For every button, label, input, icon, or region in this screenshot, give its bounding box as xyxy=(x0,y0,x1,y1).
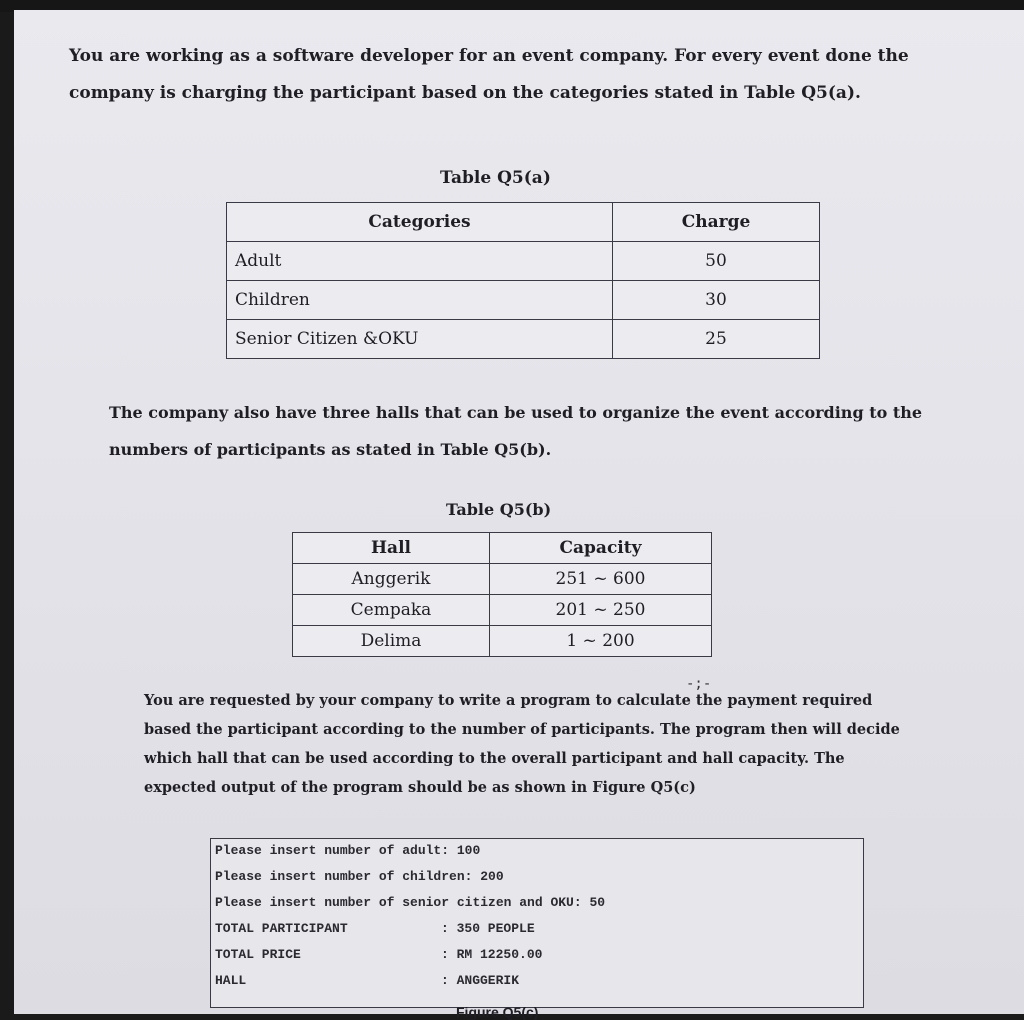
intro-table-ref: Table Q5(a) xyxy=(744,83,855,103)
table-a-caption: Table Q5(a) xyxy=(440,168,551,188)
task-paragraph xyxy=(144,686,904,802)
halls-table xyxy=(292,532,712,657)
hall-cell: Anggerik xyxy=(293,564,490,595)
prompt-adult: Please insert number of adult: xyxy=(215,843,457,858)
total-price-label: TOTAL PRICE xyxy=(215,947,301,962)
console-line-senior xyxy=(215,891,605,915)
table-row xyxy=(293,595,712,626)
text-cursor-icon: -;- xyxy=(686,676,712,692)
capacity-cell: 201 ~ 250 xyxy=(490,595,712,626)
prompt-children: Please insert number of children: xyxy=(215,869,481,884)
charge-cell: 30 xyxy=(613,281,820,320)
category-cell: Children xyxy=(227,281,613,320)
table-header-row xyxy=(227,203,820,242)
intro-text-end: . xyxy=(854,83,861,103)
header-categories: Categories xyxy=(227,203,613,242)
prompt-senior: Please insert number of senior citizen and OKU: xyxy=(215,895,590,910)
task-figure-ref: Figure Q5(c) xyxy=(592,779,696,796)
figure-caption: Figure Q5(c) xyxy=(456,1004,539,1020)
console-line-adult xyxy=(215,839,480,863)
intro-paragraph xyxy=(69,38,969,112)
hall-cell: Cempaka xyxy=(293,595,490,626)
document-page xyxy=(14,10,1024,1020)
table-row xyxy=(227,281,820,320)
capacity-cell: 1 ~ 200 xyxy=(490,626,712,657)
hall-label: HALL xyxy=(215,973,247,988)
table-row xyxy=(293,626,712,657)
categories-table xyxy=(226,202,820,359)
halls-text: The company also have three halls that can be used to organize the event according to the numbers of participants as stated in xyxy=(109,403,923,459)
table-row xyxy=(227,320,820,359)
category-cell: Senior Citizen &OKU xyxy=(227,320,613,359)
header-capacity: Capacity xyxy=(490,533,712,564)
value-adult: 100 xyxy=(456,843,481,858)
header-charge: Charge xyxy=(613,203,820,242)
total-participant-label: TOTAL PARTICIPANT xyxy=(215,921,348,936)
charge-cell: 25 xyxy=(613,320,820,359)
console-line-total-participant xyxy=(215,917,535,941)
table-b-caption: Table Q5(b) xyxy=(446,500,552,519)
value-children: 200 xyxy=(480,869,504,884)
table-header-row xyxy=(293,533,712,564)
capacity-cell: 251 ~ 600 xyxy=(490,564,712,595)
charge-cell: 50 xyxy=(613,242,820,281)
hall-value: : ANGGERIK xyxy=(441,973,520,988)
total-price-value: : RM 12250.00 xyxy=(441,947,543,962)
console-line-children xyxy=(215,865,504,889)
console-line-total-price xyxy=(215,943,542,967)
category-cell: Adult xyxy=(227,242,613,281)
value-senior: 50 xyxy=(589,895,606,910)
table-row xyxy=(293,564,712,595)
table-row xyxy=(227,242,820,281)
halls-table-ref: Table Q5(b) xyxy=(440,440,546,459)
halls-paragraph xyxy=(109,394,929,468)
header-hall: Hall xyxy=(293,533,490,564)
intro-text: You are working as a software developer for an event company. For every event done the company is charging the participant based on the categories stated in xyxy=(69,46,909,103)
total-participant-value: : 350 PEOPLE xyxy=(441,921,535,936)
hall-cell: Delima xyxy=(293,626,490,657)
console-line-hall xyxy=(215,969,519,993)
task-text: You are requested by your company to write a program to calculate the payment required based the participant according to the number of participants. The program then will decide which hall that can be used according to the overall participant and hall capacity. The expected output of the program should be as shown in xyxy=(144,692,900,796)
program-output-console xyxy=(210,838,864,1008)
halls-text-end: . xyxy=(545,440,552,459)
